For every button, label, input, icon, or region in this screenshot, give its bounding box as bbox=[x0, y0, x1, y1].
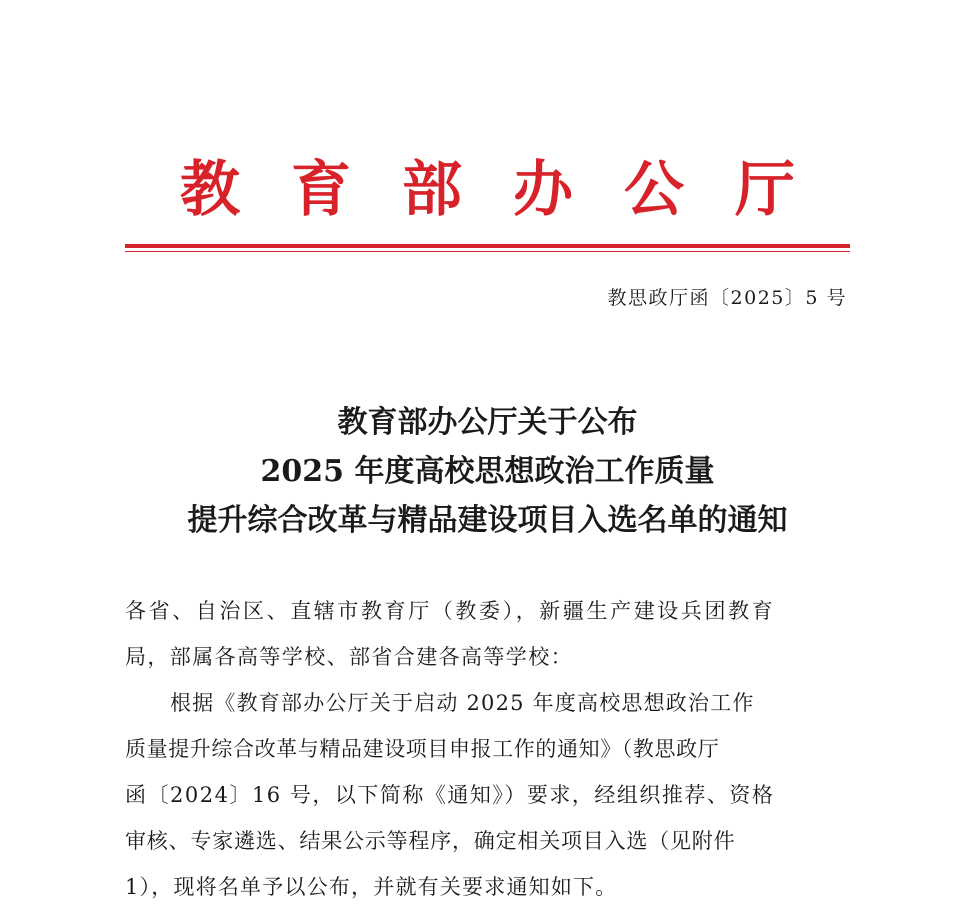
addressee-line-2: 局，部属各高等学校、部省合建各高等学校： bbox=[125, 645, 573, 669]
header-char: 厅 bbox=[735, 155, 795, 225]
header-char: 教 bbox=[180, 155, 240, 225]
header-divider-thin bbox=[125, 251, 850, 252]
document-title bbox=[0, 398, 975, 545]
header-char: 办 bbox=[513, 155, 573, 225]
paragraph-line-5: 1），现将名单予以公布，并就有关要求通知如下。 bbox=[125, 875, 618, 899]
paragraph-line-3: 函〔2024〕16 号，以下简称《通知》）要求，经组织推荐、资格 bbox=[125, 783, 775, 807]
title-line-1: 教育部办公厅关于公布 bbox=[337, 405, 638, 440]
issuing-office-header bbox=[125, 150, 850, 230]
header-char: 部 bbox=[402, 155, 462, 225]
header-char: 公 bbox=[624, 155, 684, 225]
paragraph-line-4: 审核、专家遴选、结果公示等程序，确定相关项目入选（见附件 bbox=[125, 829, 736, 853]
document-body bbox=[125, 588, 853, 910]
header-char: 育 bbox=[291, 155, 351, 225]
title-line-2: 2025 年度高校思想政治工作质量 bbox=[260, 454, 715, 489]
addressee-line-1: 各省、自治区、直辖市教育厅（教委），新疆生产建设兵团教育 bbox=[125, 599, 776, 623]
paragraph-line-1: 根据《教育部办公厅关于启动 2025 年度高校思想政治工作 bbox=[170, 691, 755, 715]
document-number: 教思政厅函〔2025〕5 号 bbox=[607, 287, 847, 309]
title-line-3: 提升综合改革与精品建设项目入选名单的通知 bbox=[187, 503, 788, 538]
paragraph-line-2: 质量提升综合改革与精品建设项目申报工作的通知》（教思政厅 bbox=[125, 737, 720, 761]
header-divider-thick bbox=[125, 244, 850, 248]
